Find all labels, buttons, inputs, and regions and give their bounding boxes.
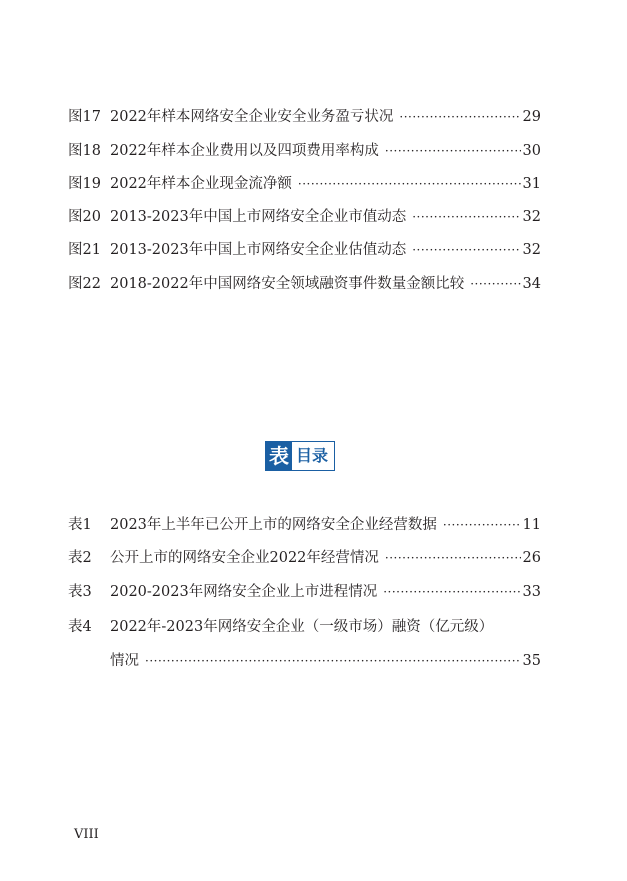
toc-entry-title: 2018-2022年中国网络安全领域融资事件数量金额比较 [110, 276, 465, 292]
toc-entry-title: 2022年样本企业费用以及四项费用率构成 [110, 143, 379, 159]
toc-entry-label: 图21 [68, 242, 101, 258]
dot-leader [385, 140, 521, 162]
toc-entry-figure-20[interactable] [68, 206, 541, 228]
toc-entry-figure-21[interactable] [68, 239, 541, 261]
toc-entry-page: 11 [522, 517, 541, 533]
dot-leader [443, 514, 521, 536]
toc-entry-page: 34 [522, 276, 541, 292]
heading-badge: 表 [266, 442, 292, 470]
toc-entry-label: 表3 [68, 584, 92, 600]
toc-entry-title: 2013-2023年中国上市网络安全企业估值动态 [110, 242, 407, 258]
toc-entry-title: 2022年样本网络安全企业安全业务盈亏状况 [110, 109, 394, 125]
toc-entry-figure-17[interactable] [68, 106, 541, 128]
table-list-heading [265, 441, 335, 471]
toc-entry-page: 35 [522, 653, 541, 669]
toc-entry-table-1[interactable] [68, 514, 541, 536]
toc-entry-page: 31 [522, 176, 541, 192]
toc-entry-table-4[interactable] [68, 616, 541, 638]
dot-leader [412, 239, 520, 261]
toc-entry-label: 表4 [68, 619, 92, 635]
dot-leader [298, 173, 521, 195]
toc-entry-title: 2013-2023年中国上市网络安全企业市值动态 [110, 209, 407, 225]
toc-entry-title: 公开上市的网络安全企业2022年经营情况 [110, 550, 379, 566]
dot-leader [383, 581, 520, 603]
toc-entry-title: 2023年上半年已公开上市的网络安全企业经营数据 [110, 517, 437, 533]
dot-leader [470, 273, 520, 295]
toc-entry-figure-18[interactable] [68, 140, 541, 162]
toc-entry-table-3[interactable] [68, 581, 541, 603]
toc-entry-table-2[interactable] [68, 547, 541, 569]
toc-entry-label: 表1 [68, 517, 92, 533]
toc-entry-page: 32 [522, 209, 541, 225]
toc-entry-label: 图19 [68, 176, 101, 192]
dot-leader [412, 206, 520, 228]
toc-entry-label: 图18 [68, 143, 101, 159]
toc-entry-figure-19[interactable] [68, 173, 541, 195]
toc-entry-figure-22[interactable] [68, 273, 541, 295]
dot-leader [145, 650, 521, 672]
toc-entry-label: 图20 [68, 209, 101, 225]
page-number: VIII [74, 827, 99, 842]
toc-entry-label: 表2 [68, 550, 92, 566]
toc-entry-title: 2022年-2023年网络安全企业（一级市场）融资（亿元级） [110, 619, 494, 635]
toc-entry-page: 32 [522, 242, 541, 258]
toc-entry-page: 33 [522, 584, 541, 600]
toc-entry-table-4-continuation[interactable] [110, 650, 541, 672]
dot-leader [399, 106, 520, 128]
toc-entry-title-continuation: 情况 [110, 653, 139, 669]
heading-text: 目录 [296, 446, 329, 465]
toc-entry-title: 2022年样本企业现金流净额 [110, 176, 292, 192]
toc-entry-page: 30 [522, 143, 541, 159]
toc-entry-title: 2020-2023年网络安全企业上市进程情况 [110, 584, 378, 600]
dot-leader [385, 547, 521, 569]
toc-entry-label: 图22 [68, 276, 101, 292]
toc-entry-page: 26 [522, 550, 541, 566]
toc-entry-label: 图17 [68, 109, 101, 125]
toc-entry-page: 29 [522, 109, 541, 125]
